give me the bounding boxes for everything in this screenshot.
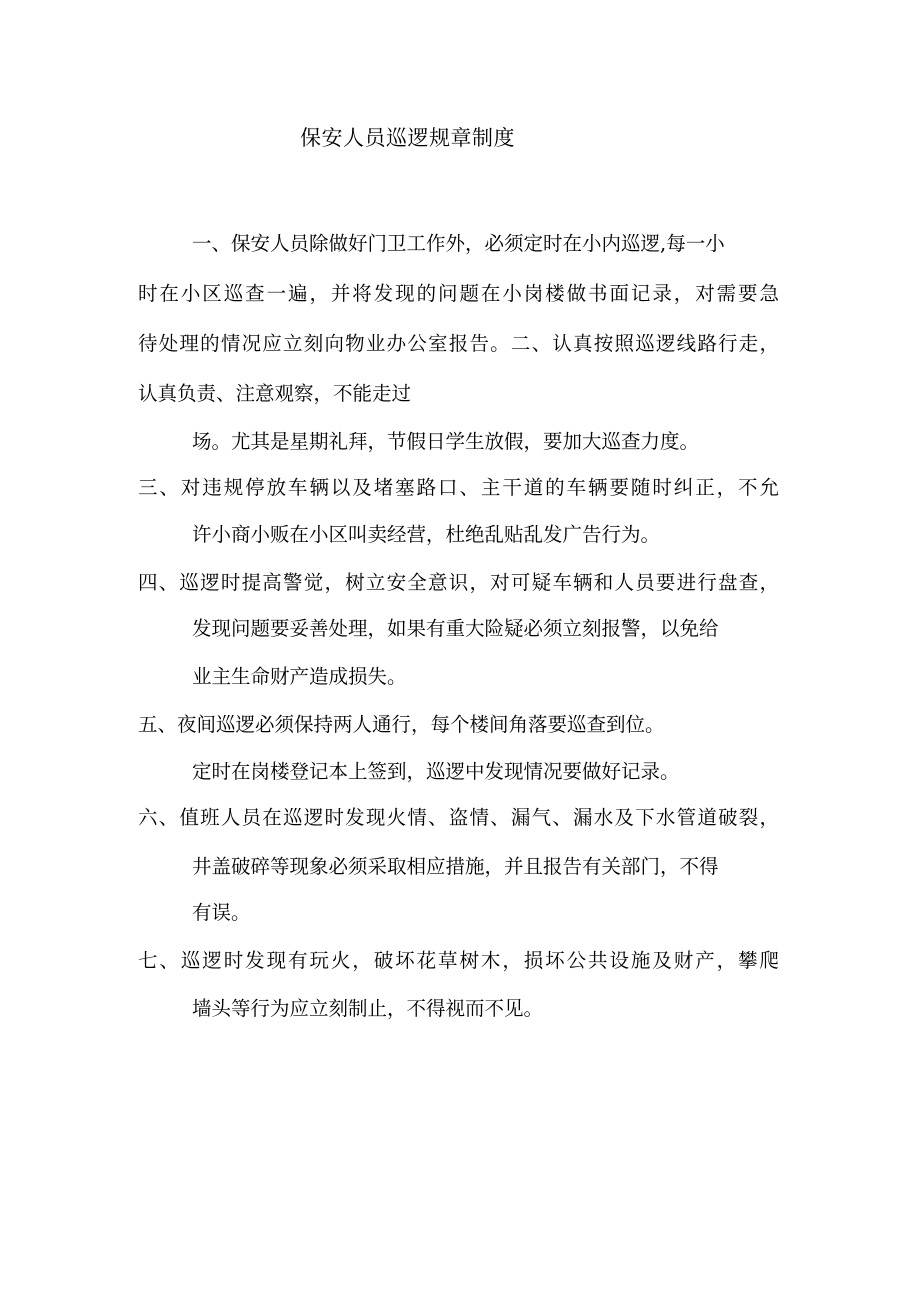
document-title: 保安人员巡逻规章制度: [300, 126, 515, 150]
paragraph-line: 有误。: [192, 901, 251, 924]
paragraph-line: 五、夜间巡逻必须保持两人通行，每个楼间角落要巡查到位。: [138, 713, 665, 736]
paragraph-line: 发现问题要妥善处理，如果有重大险疑必须立刻报警，以免给: [192, 617, 719, 640]
paragraph-line: 待处理的情况应立刻向物业办公室报告。二、认真按照巡逻线路行走，: [138, 332, 779, 355]
paragraph-line: 一、保安人员除做好门卫工作外，必须定时在小内巡逻,每一小: [192, 232, 725, 255]
paragraph-line: 业主生命财产造成损失。: [192, 665, 407, 688]
paragraph-line: 认真负责、注意观察，不能走过: [138, 382, 412, 405]
paragraph-line: 场。尤其是星期礼拜，节假日学生放假，要加大巡查力度。: [192, 430, 700, 453]
paragraph-line: 四、巡逻时提高警觉，树立安全意识，对可疑车辆和人员要进行盘查，: [138, 571, 779, 594]
paragraph-line: 七、巡逻时发现有玩火，破坏花草树木，损坏公共设施及财产，攀爬: [138, 949, 779, 972]
paragraph-line: 三、对违规停放车辆以及堵塞路口、主干道的车辆要随时纠正，不允: [138, 476, 779, 499]
paragraph-line: 墙头等行为应立刻制止，不得视而不见。: [192, 997, 544, 1020]
paragraph-line: 时在小区巡查一遍，并将发现的问题在小岗楼做书面记录，对需要急: [138, 282, 779, 305]
paragraph-line: 定时在岗楼登记本上签到，巡逻中发现情况要做好记录。: [192, 760, 680, 783]
paragraph-line: 井盖破碎等现象必须采取相应措施，并且报告有关部门，不得: [192, 855, 719, 878]
paragraph-line: 许小商小贩在小区叫卖经营，杜绝乱贴乱发广告行为。: [192, 523, 661, 546]
paragraph-line: 六、值班人员在巡逻时发现火情、盗情、漏气、漏水及下水管道破裂，: [138, 806, 779, 829]
